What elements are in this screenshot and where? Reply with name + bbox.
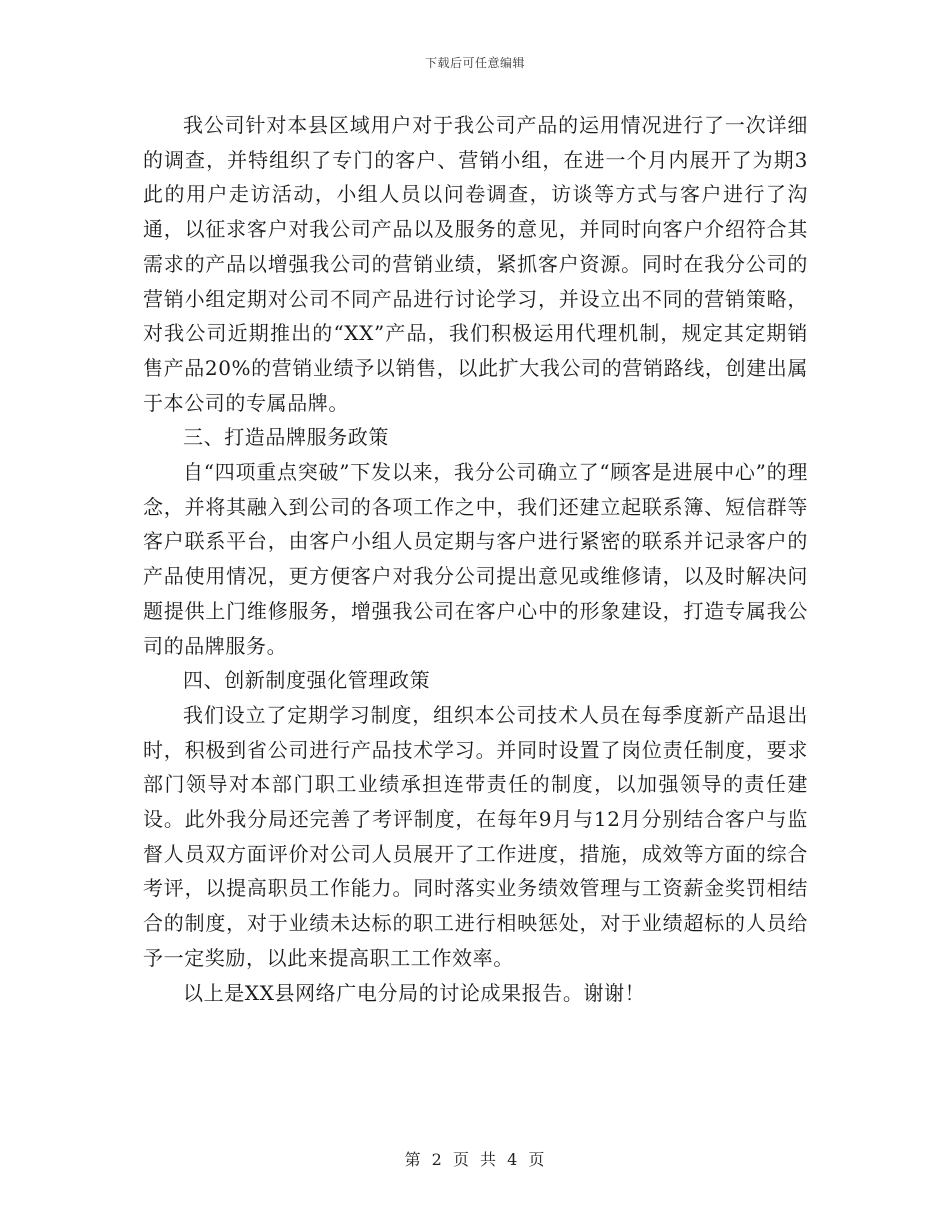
paragraph-closing: 以上是XX县网络广电分局的讨论成果报告。谢谢！ xyxy=(183,980,646,1005)
document-body xyxy=(143,108,808,1010)
section-heading-management-policy: 四、创新制度强化管理政策 xyxy=(183,668,431,693)
section-heading-brand-service: 三、打造品牌服务政策 xyxy=(183,425,389,450)
page-number-footer: 第 2 页 共 4 页 xyxy=(404,1150,546,1169)
paragraph-management-policy: 我们设立了定期学习制度，组织本公司技术人员在每季度新产品退出时，积极到省公司进行产品技术学习。并同时设置了岗位责任制度，要求部门领导对本部门职工业绩承担连带责任的制度，以加强领导的责任建设。此外我分局还完善了考评制度，在每年9月与12月分别结合客户与监督人员双方面评价对公司人员展开了工作进度，措施，成效等方面的综合考评，以提高职员工作能力。同时落实业务绩效管理与工资薪金奖罚相结合的制度，对于业绩未达标的职工进行相映惩处，对于业绩超标的人员给予一定奖励，以此来提高职工工作效率。 xyxy=(143,702,808,970)
paragraph-brand-service: 自“四项重点突破”下发以来，我分公司确立了“顾客是进展中心”的理念，并将其融入到公司的各项工作之中，我们还建立起联系簿、短信群等客户联系平台，由客户小组人员定期与客户进行紧密的联系并记录客户的产品使用情况，更方便客户对我分公司提出意见或维修请，以及时解决问题提供上门维修服务，增强我公司在客户心中的形象建设，打造专属我公司的品牌服务。 xyxy=(143,460,808,658)
paragraph-customer-survey: 我公司针对本县区域用户对于我公司产品的运用情况进行了一次详细的调查，并特组织了专门的客户、营销小组，在进一个月内展开了为期3此的用户走访活动，小组人员以问卷调查，访谈等方式与客户进行了沟通，以征求客户对我公司产品以及服务的意见，并同时向客户介绍符合其需求的产品以增强我公司的营销业绩，紧抓客户资源。同时在我分公司的营销小组定期对公司不同产品进行讨论学习，并设立出不同的营销策略，对我公司近期推出的“XX”产品，我们积极运用代理机制，规定其定期销售产品20%的营销业绩予以销售，以此扩大我公司的营销路线，创建出属于本公司的专属品牌。 xyxy=(143,113,808,415)
header-note: 下载后可任意编辑 xyxy=(424,56,525,70)
